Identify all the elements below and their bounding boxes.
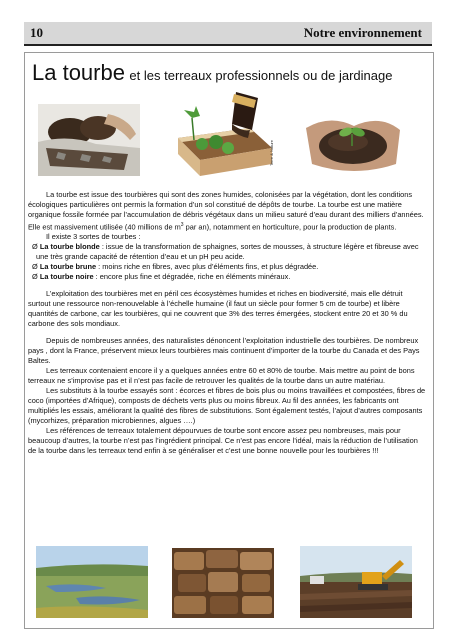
paragraph-intro: La tourbe est issue des tourbières qui sont des zones humides, colonisées par la végétation, dont les conditions écologiques particulières ont permis la formation d’un sol constitué de dépôts de tourbe. La tourbe est une matière organique fossile formée par l’accumulation de débris végétaux dans un milieu saturé d’eau durant des milliers d’années. Elle est massivement utilisée (40 millions de $m^3$ par an), notamment en horticulture, pour la production de plants. [28,190,424,232]
page-number: 10 [30,25,43,40]
article-title [32,60,392,86]
list-item-tourbe-brune: Ø La tourbe brune : moins riche en fibres, avec plus d’éléments fins, et plus dégradée. [32,262,319,272]
garden-illustration [172,90,276,182]
peat-extraction-photo [300,546,412,618]
peat-in-hands-photo [38,104,140,176]
page-header [24,22,432,46]
types-intro: Il existe 3 sortes de tourbes : [46,232,141,242]
seedling-in-soil-photo [300,108,406,178]
list-item-tourbe-blonde: Ø La tourbe blonde : issue de la transformation de sphaignes, sortes de mousses, à structure légère et fibreuse avec une très grande capacité de rétention d’eau et un pH peu acide. [32,242,419,262]
image-credit: Terre & Nature [269,140,274,167]
list-item-tourbe-noire: Ø La tourbe noire : encore plus fine et dégradée, riche en éléments minéraux. [32,272,291,282]
title-main: La tourbe [32,60,125,85]
paragraph-exploitation: L’exploitation des tourbières met en péril ces écosystèmes humides et riches en biodiversité, mais elle détruit surtout une ressource non-renouvelable à l’échelle humaine (il faut un siècle pour former 5 cm de tourbe) et libère quantités de carbone, car les tourbières, qui ne couvrent que 3% des terres émergées, stockent entre 20 et 30 % du carbone des sols mondiaux. [28,289,408,329]
peat-bog-photo [36,546,148,618]
section-title: Notre environnement [303,25,422,40]
paragraph-naturalistes: Depuis de nombreuses années, des naturalistes dénoncent l’exploitation industrielle des tourbières. De nombreux pays , dont la France, préservent mieux leurs tourbières mais continuent d’importer de la tourbe du Canada et des Pays Baltes. [28,336,420,366]
title-rest: et les terreaux professionnels ou de jardinage [129,68,393,83]
paragraph-substituts: Les substituts à la tourbe essayés sont : écorces et fibres de bois plus ou moins travaillées et compostées, fibres de coco (importées d’Afrique), composts de déchets verts plus ou moins fibreux. Au fil des années, les fabricants ont multipliés les essais, améliorant la qualité des fibres de substitutions. Sont également testés, l’ajout d’autres composants (mycorhizes, préparation microbiennes, algues ….) [28,386,426,426]
peat-blocks-photo [172,548,274,618]
paragraph-terreaux: Les terreaux contenaient encore il y a quelques années entre 60 et 80% de tourbe. Mais mettre au point de bons terreaux ne s’improvise pas et il n’est pas facile de retrouver les qualités de la tourbe dans un autre matériau. [28,366,415,386]
article-body [28,190,426,456]
paragraph-references: Les références de terreaux totalement dépourvues de tourbe sont encore assez peu nombreuses, mais pour beaucoup d’autres, la tourbe n’est pas l’ingrédient principal. Ce n’est pas encore l’idéal, mais la réduction de l’utilisation de la tourbe dans les terreaux tend enfin à se généraliser et c’est une bonne nouvelle pour les tourbières !!! [28,426,418,456]
